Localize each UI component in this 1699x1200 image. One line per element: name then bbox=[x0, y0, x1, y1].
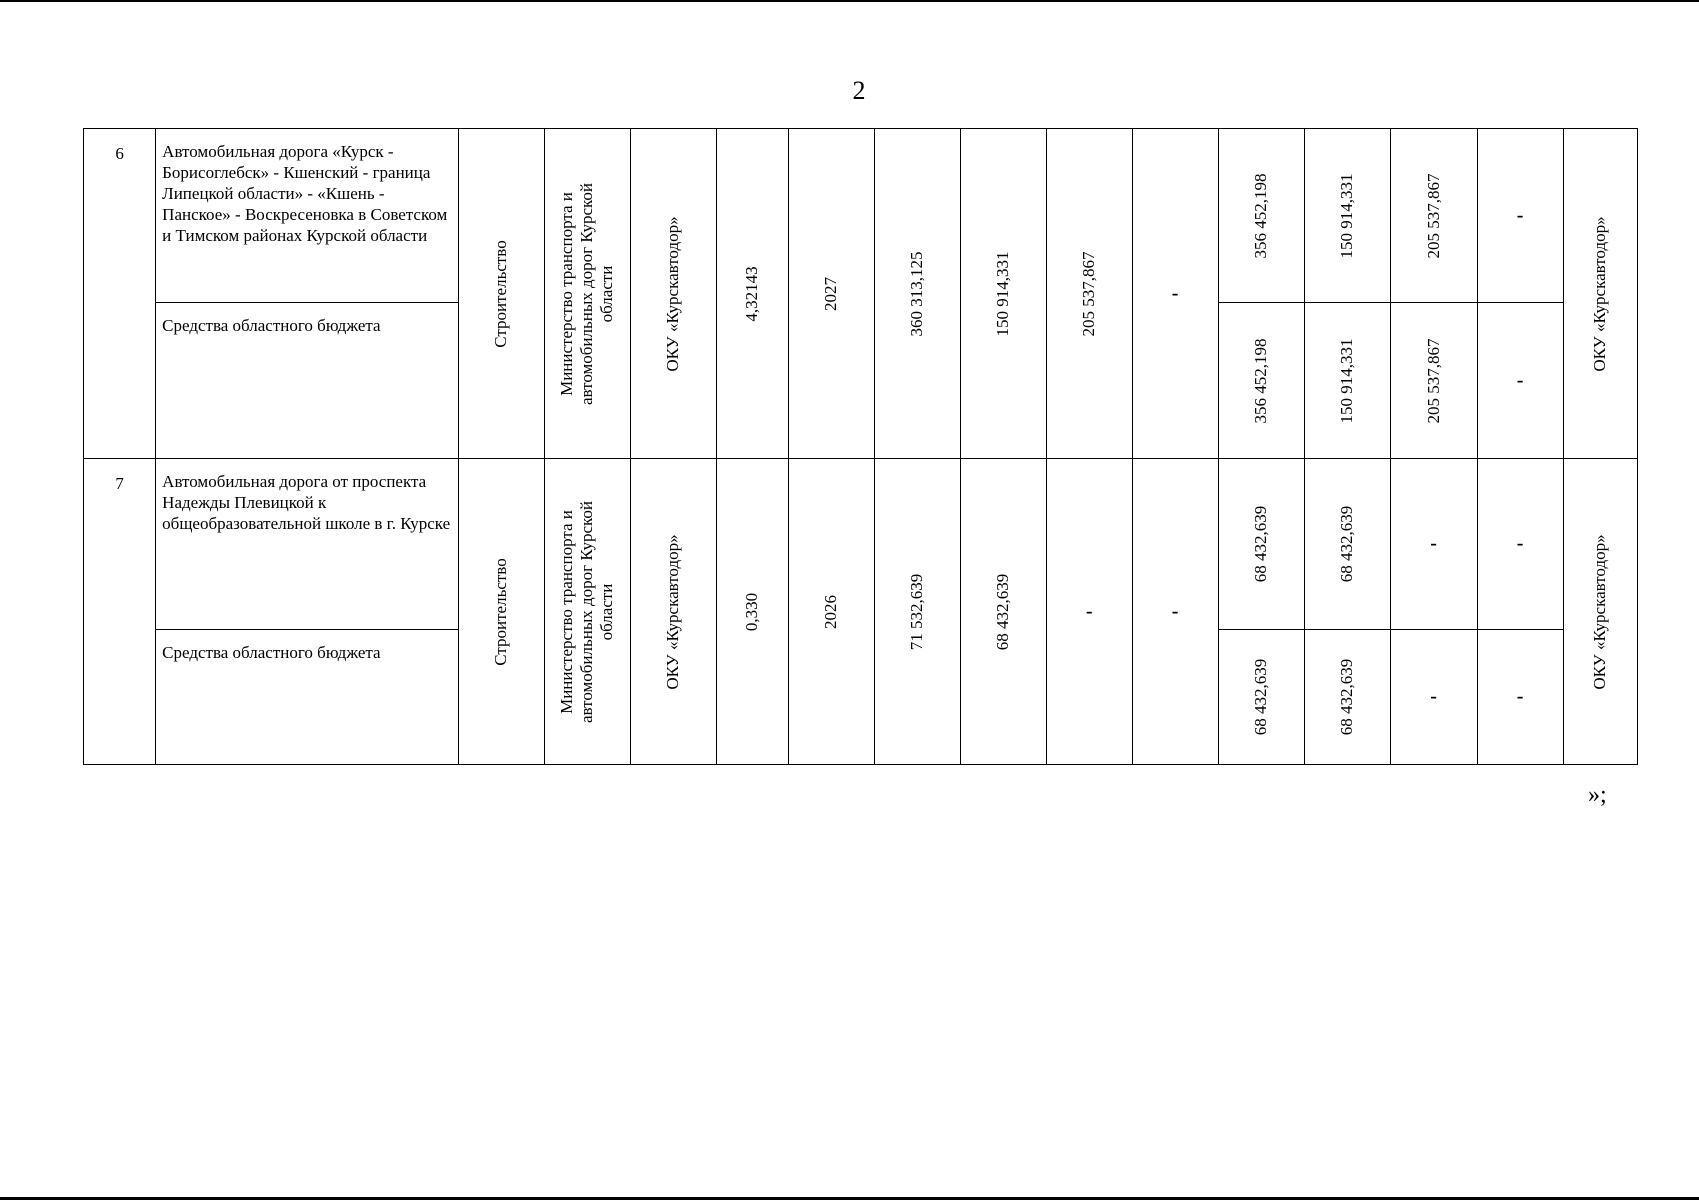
customer: Министерство транспорта и автомобильных дорог Курской области bbox=[557, 182, 617, 405]
recipient: ОКУ «Курскавтодор» bbox=[1590, 215, 1610, 372]
cost-col2: 150 914,331 bbox=[993, 251, 1013, 336]
bottom-value-cell bbox=[1477, 303, 1563, 459]
customer: Министерство транспорта и автомобильных дорог Курской области bbox=[557, 500, 617, 723]
top-value-3: - bbox=[1430, 532, 1437, 555]
bottom-value-1: 356 452,198 bbox=[1251, 338, 1271, 423]
work-type: Строительство bbox=[491, 557, 511, 666]
bottom-value-cell bbox=[1218, 630, 1304, 765]
bottom-value-cell bbox=[1390, 303, 1477, 459]
year-cell bbox=[788, 459, 874, 765]
customer-cell bbox=[544, 459, 630, 765]
row-number: 7 bbox=[84, 459, 156, 765]
year-cell bbox=[788, 129, 874, 459]
cost-col4-cell bbox=[1132, 459, 1218, 765]
year: 2027 bbox=[821, 276, 841, 311]
top-value-cell bbox=[1218, 129, 1304, 303]
developer: ОКУ «Курскавтодор» bbox=[663, 533, 683, 690]
cost-col3: - bbox=[1085, 600, 1093, 622]
top-value-cell bbox=[1304, 459, 1390, 630]
recipient-cell bbox=[1563, 129, 1637, 459]
top-value-cell bbox=[1390, 459, 1477, 630]
cost-col2-cell bbox=[960, 129, 1046, 459]
cost-col3-cell bbox=[1046, 129, 1132, 459]
bottom-value-cell bbox=[1304, 303, 1390, 459]
bottom-value-2: 150 914,331 bbox=[1337, 338, 1357, 423]
cost-col4: - bbox=[1171, 600, 1179, 622]
capacity-cell bbox=[716, 129, 788, 459]
developer: ОКУ «Курскавтодор» bbox=[663, 215, 683, 372]
closing-quote-mark: »; bbox=[1588, 782, 1607, 808]
cost-col3: 205 537,867 bbox=[1079, 251, 1099, 336]
year: 2026 bbox=[821, 594, 841, 629]
recipient-cell bbox=[1563, 459, 1637, 765]
row-number: 6 bbox=[84, 129, 156, 459]
top-value-4: - bbox=[1516, 204, 1524, 226]
top-value-cell bbox=[1218, 459, 1304, 630]
funding-source: Средства областного бюджета bbox=[156, 303, 459, 459]
bottom-value-cell bbox=[1218, 303, 1304, 459]
bottom-value-3: 205 537,867 bbox=[1423, 338, 1443, 423]
top-value-cell bbox=[1477, 129, 1563, 303]
capacity: 4,32143 bbox=[742, 265, 762, 322]
bottom-value-2: 68 432,639 bbox=[1337, 658, 1357, 736]
top-value-cell bbox=[1390, 129, 1477, 303]
top-value-cell bbox=[1304, 129, 1390, 303]
work-type: Строительство bbox=[491, 239, 511, 348]
top-value-1: 68 432,639 bbox=[1251, 505, 1271, 583]
object-name: Автомобильная дорога от проспекта Надежды Плевицкой к общеобразовательной школе в г. Курске bbox=[156, 459, 459, 630]
recipient: ОКУ «Курскавтодор» bbox=[1590, 533, 1610, 690]
objects-table bbox=[83, 128, 1638, 765]
table-row-6-object bbox=[84, 129, 1638, 303]
cost-col3-cell bbox=[1046, 459, 1132, 765]
bottom-value-cell bbox=[1477, 630, 1563, 765]
top-value-1: 356 452,198 bbox=[1251, 173, 1271, 258]
top-value-4: - bbox=[1516, 532, 1524, 555]
scan-border-top bbox=[0, 0, 1699, 2]
estimated-cost-cell bbox=[874, 129, 960, 459]
capacity-cell bbox=[716, 459, 788, 765]
developer-cell bbox=[630, 459, 716, 765]
bottom-value-4: - bbox=[1516, 685, 1524, 708]
work-type-cell bbox=[458, 459, 544, 765]
top-value-2: 68 432,639 bbox=[1337, 505, 1357, 583]
estimated-cost-cell bbox=[874, 459, 960, 765]
table-row-7-object bbox=[84, 459, 1638, 630]
bottom-value-cell bbox=[1304, 630, 1390, 765]
estimated-cost: 71 532,639 bbox=[907, 573, 927, 650]
cost-col2-cell bbox=[960, 459, 1046, 765]
object-name: Автомобильная дорога «Курск - Борисоглебск» - Кшенский - граница Липецкой области» - «Кшень - Панское» - Воскресеновка в Советском и Тимском районах Курской области bbox=[156, 129, 459, 303]
bottom-value-1: 68 432,639 bbox=[1251, 658, 1271, 736]
top-value-2: 150 914,331 bbox=[1337, 173, 1357, 258]
top-value-3: 205 537,867 bbox=[1423, 173, 1443, 258]
capacity: 0,330 bbox=[742, 592, 762, 631]
cost-col4: - bbox=[1171, 282, 1179, 304]
bottom-value-3: - bbox=[1430, 685, 1437, 708]
bottom-value-cell bbox=[1390, 630, 1477, 765]
bottom-value-4: - bbox=[1516, 369, 1524, 391]
cost-col2: 68 432,639 bbox=[993, 573, 1013, 650]
estimated-cost: 360 313,125 bbox=[907, 251, 927, 336]
work-type-cell bbox=[458, 129, 544, 459]
funding-source: Средства областного бюджета bbox=[156, 630, 459, 765]
customer-cell bbox=[544, 129, 630, 459]
cost-col4-cell bbox=[1132, 129, 1218, 459]
top-value-cell bbox=[1477, 459, 1563, 630]
developer-cell bbox=[630, 129, 716, 459]
page-number: 2 bbox=[852, 76, 866, 105]
